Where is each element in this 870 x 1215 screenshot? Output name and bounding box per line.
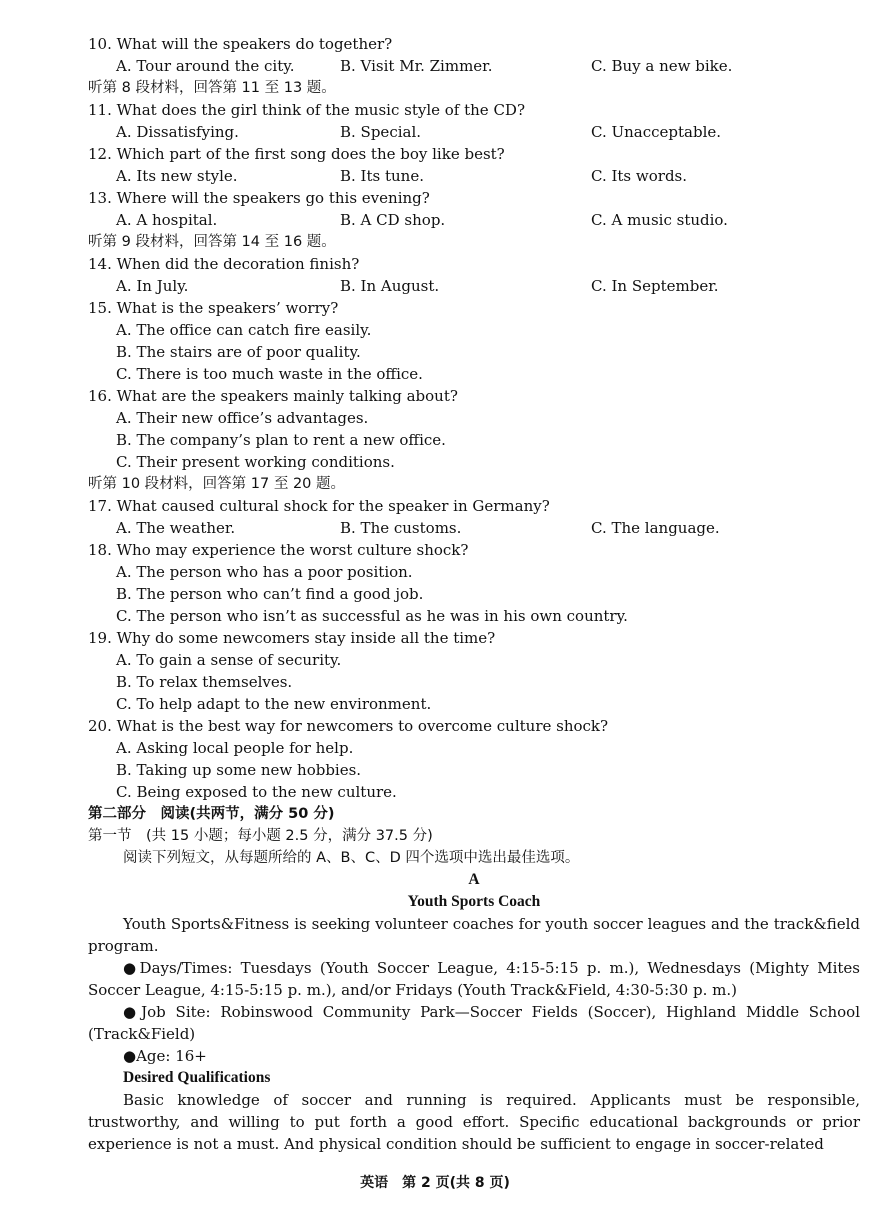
option-c: C. Unacceptable. [591, 123, 722, 141]
option-a: A. Its new style. [116, 167, 238, 185]
question-14: 14. When did the decoration finish? [88, 255, 360, 273]
option-a: A. Dissatisfying. [116, 123, 239, 141]
option-a: A. Asking local people for help. [116, 739, 354, 757]
question-19: 19. Why do some newcomers stay inside all the time? [88, 629, 496, 647]
question-13: 13. Where will the speakers go this evening? [88, 189, 430, 207]
option-b: B. The company’s plan to rent a new office. [116, 431, 446, 449]
options-10 [88, 55, 860, 77]
option-a: A. A hospital. [116, 211, 218, 229]
passage-paragraph: Youth Sports&Fitness is seeking volunteer coaches for youth soccer leagues and the track&field program. [88, 915, 860, 955]
option-b: B. Its tune. [340, 167, 424, 185]
option-c: C. There is too much waste in the office. [116, 365, 423, 383]
job-site-item: ●Job Site: Robinswood Community Park—Soccer Fields (Soccer), Highland Middle School (Track&Field) [88, 1003, 860, 1043]
option-b: B. Taking up some new hobbies. [116, 761, 362, 779]
page-footer: 英语 第 2 页(共 8 页) [360, 1175, 510, 1191]
options-17 [88, 517, 860, 539]
option-c: C. In September. [591, 277, 719, 295]
option-c: C. Their present working conditions. [116, 453, 395, 471]
option-c: C. The language. [591, 519, 720, 537]
question-12: 12. Which part of the first song does the boy like best? [88, 145, 505, 163]
passage-letter: A [468, 871, 480, 888]
age-item: ●Age: 16+ [123, 1047, 207, 1065]
option-a: A. The weather. [116, 519, 236, 537]
option-b: B. The person who can’t find a good job. [116, 585, 424, 603]
question-15: 15. What is the speakers’ worry? [88, 299, 339, 317]
days-times-item: ●Days/Times: Tuesdays (Youth Soccer League, 4:15-5:15 p. m.), Wednesdays (Mighty Mites Soccer League, 4:15-5:15 p. m.), and/or Fridays (Youth Track&Field, 4:30-5:30 p. m.) [88, 959, 860, 999]
exam-page [88, 33, 860, 1155]
question-10: 10. What will the speakers do together? [88, 35, 393, 53]
option-a: A. Their new office’s advantages. [116, 409, 369, 427]
reading-instruction: 阅读下列短文，从每题所给的 A、B、C、D 四个选项中选出最佳选项。 [123, 850, 580, 866]
option-b: B. The stairs are of poor quality. [116, 343, 361, 361]
options-12 [88, 165, 860, 187]
question-17: 17. What caused cultural shock for the speaker in Germany? [88, 497, 550, 515]
section-1-heading: 第一节 (共 15 小题；每小题 2.5 分，满分 37.5 分) [88, 828, 433, 844]
qualifications-heading: Desired Qualifications [123, 1069, 271, 1086]
option-c: C. Being exposed to the new culture. [116, 783, 397, 801]
options-13 [88, 209, 860, 231]
option-b: B. A CD shop. [340, 211, 446, 229]
part-2-heading: 第二部分 阅读(共两节，满分 50 分) [88, 806, 335, 822]
option-c: C. To help adapt to the new environment. [116, 695, 432, 713]
question-18: 18. Who may experience the worst culture shock? [88, 541, 469, 559]
option-b: B. The customs. [340, 519, 462, 537]
option-b: B. In August. [340, 277, 440, 295]
qualifications-paragraph: Basic knowledge of soccer and running is required. Applicants must be responsible, trustworthy, and willing to put forth a good effort. Specific educational backgrounds or prior experience is not a must. And physical condition should be sufficient to engage in soccer-related [88, 1091, 860, 1153]
option-a: A. Tour around the city. [116, 57, 295, 75]
section-9-heading: 听第 9 段材料，回答第 14 至 16 题。 [88, 234, 336, 250]
option-a: A. To gain a sense of security. [116, 651, 342, 669]
section-10-heading: 听第 10 段材料，回答第 17 至 20 题。 [88, 476, 346, 492]
option-c: C. A music studio. [591, 211, 728, 229]
option-b: B. Visit Mr. Zimmer. [340, 57, 493, 75]
question-11: 11. What does the girl think of the music style of the CD? [88, 101, 525, 119]
option-a: A. The office can catch fire easily. [116, 321, 372, 339]
question-16: 16. What are the speakers mainly talking about? [88, 387, 458, 405]
option-b: B. Special. [340, 123, 422, 141]
option-a: A. In July. [116, 277, 189, 295]
options-14 [88, 275, 860, 297]
passage-title: Youth Sports Coach [407, 893, 541, 910]
options-11 [88, 121, 860, 143]
option-b: B. To relax themselves. [116, 673, 293, 691]
option-c: C. Its words. [591, 167, 688, 185]
option-c: C. The person who isn’t as successful as he was in his own country. [116, 607, 628, 625]
option-c: C. Buy a new bike. [591, 57, 733, 75]
option-a: A. The person who has a poor position. [116, 563, 413, 581]
section-8-heading: 听第 8 段材料，回答第 11 至 13 题。 [88, 80, 336, 96]
question-20: 20. What is the best way for newcomers to overcome culture shock? [88, 717, 609, 735]
